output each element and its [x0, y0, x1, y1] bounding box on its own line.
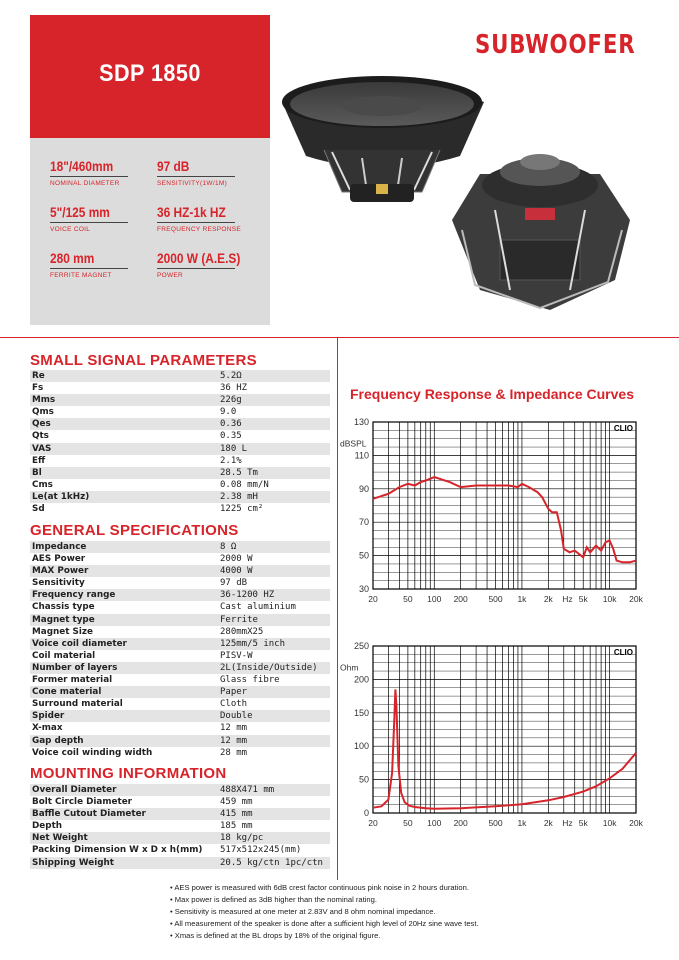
- param-value: 9.0: [220, 407, 237, 418]
- param-name: Eff: [32, 455, 46, 466]
- table-row: [30, 820, 330, 832]
- spec-sensitivity: [157, 158, 235, 187]
- spec-value: 5"/125 mm: [50, 204, 110, 220]
- param-name: Number of layers: [32, 662, 118, 673]
- param-value: 28.5 Tm: [220, 467, 258, 478]
- param-name: Baffle Cutout Diameter: [32, 809, 146, 820]
- x-tick-label: 200: [453, 594, 468, 604]
- y-tick-label: 90: [358, 483, 369, 494]
- param-value: PISV-W: [220, 650, 253, 661]
- param-name: Voice coil diameter: [32, 638, 127, 649]
- x-tick-label: 500: [488, 818, 503, 828]
- param-value: 2.38 mH: [220, 491, 258, 502]
- divider: [50, 176, 128, 177]
- x-tick-label: 10k: [602, 818, 617, 828]
- param-value: 125mm/5 inch: [220, 638, 286, 649]
- param-value: Double: [220, 711, 253, 722]
- param-name: AES Power: [32, 554, 86, 565]
- x-tick-label: 1k: [517, 818, 527, 828]
- clio-watermark: CLIO: [613, 424, 633, 433]
- x-tick-label: 20k: [629, 818, 643, 828]
- spec-power: [157, 250, 255, 279]
- param-name: Fs: [32, 383, 44, 394]
- x-tick-label: 500: [488, 594, 503, 604]
- param-name: Chassis type: [32, 602, 95, 613]
- y-tick-label: 50: [358, 774, 369, 785]
- param-value: 2L(Inside/Outside): [220, 662, 318, 673]
- param-value: 28 mm: [220, 747, 248, 758]
- table-row: [30, 614, 330, 626]
- table-row: [30, 857, 330, 869]
- y-tick-label: 70: [358, 517, 369, 528]
- table-row: [30, 796, 330, 808]
- table-row: [30, 382, 330, 394]
- param-name: Surround material: [32, 699, 123, 710]
- param-name: Magnet type: [32, 614, 95, 625]
- x-tick-label: 50: [403, 818, 413, 828]
- frequency-response-chart: [336, 412, 646, 612]
- table-row: [30, 686, 330, 698]
- frequency-response-svg: [336, 412, 646, 607]
- divider: [50, 222, 128, 223]
- y-axis-label: Ohm: [340, 662, 359, 673]
- spec-frequency-response: [157, 204, 241, 233]
- table-row: [30, 430, 330, 442]
- section-divider: [0, 337, 679, 338]
- x-tick-label: 5k: [578, 818, 588, 828]
- param-name: Spider: [32, 711, 65, 722]
- spec-label: NOMINAL DIAMETER: [50, 180, 120, 187]
- param-name: Qes: [32, 419, 51, 430]
- table-row: [30, 577, 330, 589]
- param-name: Gap depth: [32, 735, 84, 746]
- clio-watermark: CLIO: [613, 648, 633, 657]
- footnote: • AES power is measured with 6dB crest factor continuous pink noise in 2 hours duration.: [170, 882, 479, 894]
- general-spec-table: [30, 541, 330, 759]
- spec-nominal-diameter: [50, 158, 128, 187]
- param-value: 97 dB: [220, 578, 248, 589]
- y-tick-label: 150: [353, 707, 369, 718]
- param-name: Bolt Circle Diameter: [32, 797, 132, 808]
- table-row: [30, 479, 330, 491]
- spec-label: VOICE COIL: [50, 226, 91, 233]
- table-row: [30, 455, 330, 467]
- footnote: • Xmas is defined at the BL drops by 18% of the original figure.: [170, 930, 479, 942]
- table-row: [30, 394, 330, 406]
- speaker-back-image: [440, 150, 640, 315]
- spec-label: POWER: [157, 272, 184, 279]
- x-tick-label: 10k: [602, 594, 617, 604]
- table-row: [30, 626, 330, 638]
- small-signal-title: SMALL SIGNAL PARAMETERS: [30, 352, 257, 369]
- divider: [157, 222, 235, 223]
- param-value: 415 mm: [220, 809, 253, 820]
- table-row: [30, 541, 330, 553]
- param-name: Voice coil winding width: [32, 747, 153, 758]
- param-value: Glass fibre: [220, 675, 280, 686]
- param-value: 0.08 mm/N: [220, 479, 269, 490]
- table-row: [30, 418, 330, 430]
- spec-value: 97 dB: [157, 158, 190, 174]
- param-value: 12 mm: [220, 723, 248, 734]
- table-row: [30, 491, 330, 503]
- param-name: Cone material: [32, 687, 102, 698]
- param-value: Paper: [220, 687, 248, 698]
- table-row: [30, 443, 330, 455]
- x-tick-label: 100: [427, 594, 442, 604]
- y-tick-label: 30: [358, 584, 369, 594]
- param-value: 0.36: [220, 419, 242, 430]
- divider: [50, 268, 128, 269]
- x-tick-label: 20k: [629, 594, 643, 604]
- table-row: [30, 674, 330, 686]
- param-name: Le(at 1kHz): [32, 491, 90, 502]
- x-tick-label: 20: [368, 818, 378, 828]
- param-value: 1225 cm²: [220, 504, 264, 515]
- y-tick-label: 50: [358, 550, 369, 561]
- x-tick-label: 50: [403, 594, 413, 604]
- table-row: [30, 503, 330, 515]
- param-value: 517x512x245(mm): [220, 845, 302, 856]
- param-value: Cast aluminium: [220, 602, 296, 613]
- y-tick-label: 110: [354, 450, 369, 461]
- param-value: 2000 W: [220, 554, 253, 565]
- param-name: Magnet Size: [32, 626, 93, 637]
- y-tick-label: 250: [353, 641, 369, 651]
- param-value: Cloth: [220, 699, 248, 710]
- impedance-chart: [336, 636, 646, 836]
- mounting-table: [30, 784, 330, 869]
- param-name: Depth: [32, 821, 63, 832]
- param-value: 4000 W: [220, 566, 253, 577]
- param-name: Shipping Weight: [32, 857, 114, 868]
- param-value: 488X471 mm: [220, 785, 275, 795]
- table-row: [30, 698, 330, 710]
- spec-label: FREQUENCY RESPONSE: [157, 226, 242, 233]
- param-value: 185 mm: [220, 821, 253, 832]
- param-name: Former material: [32, 675, 113, 686]
- x-tick-label: 2k: [543, 594, 553, 604]
- x-tick-label: 2k: [543, 818, 553, 828]
- table-row: [30, 722, 330, 734]
- param-value: 18 kg/pc: [220, 833, 264, 844]
- mounting-title: MOUNTING INFORMATION: [30, 765, 227, 782]
- param-value: 226g: [220, 395, 242, 406]
- spec-value: 280 mm: [50, 250, 95, 266]
- param-value: 12 mm: [220, 735, 248, 746]
- table-row: [30, 406, 330, 418]
- param-name: Coil material: [32, 650, 96, 661]
- y-tick-label: 0: [363, 808, 369, 818]
- general-spec-title: GENERAL SPECIFICATIONS: [30, 522, 239, 539]
- param-name: X-max: [32, 723, 63, 734]
- table-row: [30, 650, 330, 662]
- curves-title: Frequency Response & Impedance Curves: [350, 386, 634, 402]
- param-name: Sd: [32, 504, 45, 515]
- param-value: 8 Ω: [220, 542, 237, 552]
- divider: [157, 268, 235, 269]
- table-row: [30, 467, 330, 479]
- param-name: Qts: [32, 431, 49, 442]
- param-name: Re: [32, 371, 45, 381]
- param-value: 180 L: [220, 443, 248, 454]
- spec-voice-coil: [50, 204, 128, 233]
- spec-value: 2000 W (A.E.S): [157, 250, 241, 266]
- spec-label: FERRITE MAGNET: [50, 272, 112, 279]
- param-name: Cms: [32, 479, 53, 490]
- param-name: Bl: [32, 467, 42, 478]
- param-name: Sensitivity: [32, 578, 85, 589]
- table-row: [30, 370, 330, 382]
- param-name: Impedance: [32, 542, 87, 552]
- param-value: 459 mm: [220, 797, 253, 808]
- table-row: [30, 601, 330, 613]
- table-row: [30, 565, 330, 577]
- table-row: [30, 589, 330, 601]
- x-tick-label: 200: [453, 818, 468, 828]
- footnotes: [170, 882, 479, 942]
- x-tick-label: 20: [368, 594, 378, 604]
- footnote: • Sensitivity is measured at one meter at 2.83V and 8 ohm nominal impedance.: [170, 906, 479, 918]
- spec-value: 36 HZ-1k HZ: [157, 204, 226, 220]
- table-row: [30, 784, 330, 796]
- param-name: MAX Power: [32, 566, 89, 577]
- brand-title: SUBWOOFER: [475, 30, 636, 60]
- footnote: • Max power is defined as 3dB higher than the nominal rating.: [170, 894, 479, 906]
- param-value: 280mmX25: [220, 626, 264, 637]
- param-value: Ferrite: [220, 614, 258, 625]
- param-name: VAS: [32, 443, 52, 454]
- table-row: [30, 844, 330, 856]
- param-value: 36 HZ: [220, 383, 248, 394]
- spec-value: 18"/460mm: [50, 158, 114, 174]
- table-row: [30, 808, 330, 820]
- small-signal-table: [30, 370, 330, 515]
- model-name: SDP 1850: [99, 60, 201, 87]
- param-value: 5.2Ω: [220, 371, 242, 381]
- table-row: [30, 832, 330, 844]
- param-name: Packing Dimension W x D x h(mm): [32, 845, 203, 856]
- x-tick-label: Hz: [562, 594, 573, 604]
- x-tick-label: 5k: [578, 594, 588, 604]
- spec-ferrite-magnet: [50, 250, 128, 279]
- y-tick-label: 200: [353, 674, 369, 685]
- x-tick-label: 100: [427, 818, 442, 828]
- spec-label: SENSITIVITY(1W/1M): [157, 180, 228, 187]
- table-row: [30, 735, 330, 747]
- table-row: [30, 638, 330, 650]
- table-row: [30, 710, 330, 722]
- param-name: Frequency range: [32, 590, 116, 601]
- param-name: Mms: [32, 395, 56, 406]
- param-value: 36-1200 HZ: [220, 590, 275, 601]
- table-row: [30, 747, 330, 759]
- footnote: • All measurement of the speaker is done after a sufficient high level of 20Hz sine wave test.: [170, 918, 479, 930]
- y-tick-label: 130: [353, 417, 369, 427]
- table-row: [30, 662, 330, 674]
- param-value: 2.1%: [220, 455, 242, 466]
- y-tick-label: 100: [353, 741, 369, 752]
- param-value: 0.35: [220, 431, 242, 442]
- param-name: Qms: [32, 407, 54, 418]
- param-name: Net Weight: [32, 833, 88, 844]
- param-value: 20.5 kg/ctn 1pc/ctn: [220, 857, 323, 868]
- y-axis-label: dBSPL: [340, 438, 367, 449]
- param-name: Overall Diameter: [32, 785, 117, 795]
- x-tick-label: 1k: [517, 594, 527, 604]
- divider: [157, 176, 235, 177]
- table-row: [30, 553, 330, 565]
- x-tick-label: Hz: [562, 818, 573, 828]
- impedance-svg: [336, 636, 646, 831]
